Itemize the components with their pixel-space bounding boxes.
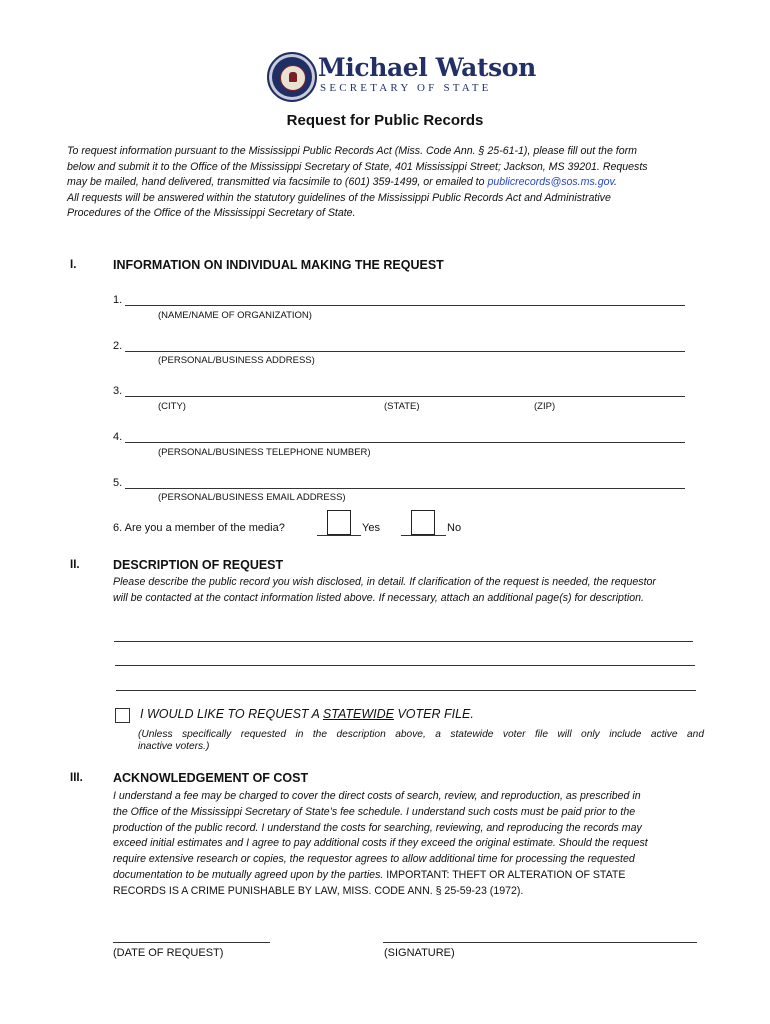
field-2-number: 2. [113,340,123,352]
yes-label: Yes [362,522,380,534]
section-3-heading: ACKNOWLEDGEMENT OF COST [113,771,309,785]
statewide-note-line: inactive voters.) [138,741,210,752]
cost-text-line: the Office of the Mississippi Secretary of State’s fee schedule. I understand such costs must be paid prior to the [113,806,636,818]
state-caption: (STATE) [384,401,420,412]
email-link[interactable]: publicrecords@sos.ms.gov [487,176,614,189]
city-caption: (CITY) [158,401,186,412]
media-yes-checkbox[interactable] [327,510,351,535]
statewide-underlined: STATEWIDE [322,707,394,721]
state-seal-logo [267,52,317,102]
intro-line: below and submit it to the Office of the Mississippi Secretary of State, 401 Mississippi Street; Jackson, MS 39201. Requests [67,160,648,173]
name-caption: (NAME/NAME OF ORGANIZATION) [158,310,312,321]
signature-label: (SIGNATURE) [384,947,455,959]
cost-text-line: I understand a fee may be charged to cover the direct costs of search, review, and reproduction, as prescribed in [113,790,641,802]
description-instructions-line: will be contacted at the contact information listed above. If necessary, attach an additional page(s) for description. [113,592,644,604]
warning-text: IMPORTANT: THEFT OR ALTERATION OF STATE [383,869,626,881]
cost-text-line: require extensive research or copies, the requestor agrees to allow additional time for processing the requested [113,853,635,865]
media-question: 6. Are you a member of the media? [113,522,285,534]
statewide-text: VOTER FILE. [393,707,474,721]
cost-text-line: production of the public record. I understand the costs for searching, reviewing, and reproducing the records may [113,822,642,834]
statewide-voter-file-checkbox[interactable] [115,708,130,723]
field-3-number: 3. [113,385,123,397]
media-no-checkbox[interactable] [411,510,435,535]
cost-text-line: exceed initial estimates and I agree to pay additional costs if they exceed the original estimate. Should the request [113,837,648,849]
intro-line: To request information pursuant to the Mississippi Public Records Act (Miss. Code Ann. § 25-61-1), please fill out the form [67,145,637,157]
no-line [401,535,446,536]
warning-text-line: RECORDS IS A CRIME PUNISHABLE BY LAW, MISS. CODE ANN. § 25-59-23 (1972). [113,885,524,897]
yes-line [317,535,361,536]
email-caption: (PERSONAL/BUSINESS EMAIL ADDRESS) [158,492,346,503]
intro-paragraph [67,144,707,222]
city-state-zip-field[interactable] [125,396,685,397]
date-of-request-label: (DATE OF REQUEST) [113,947,224,959]
zip-caption: (ZIP) [534,401,556,412]
telephone-field[interactable] [125,442,685,443]
address-field[interactable] [125,351,685,352]
statewide-voter-file-label [140,707,474,721]
intro-text: may be mailed, hand delivered, transmitted via facsimile to (601) 359-1499, or emailed to [67,176,488,189]
email-field[interactable] [125,488,685,489]
address-caption: (PERSONAL/BUSINESS ADDRESS) [158,355,315,366]
section-2-heading: DESCRIPTION OF REQUEST [113,558,284,572]
description-instructions-line: Please describe the public record you wish disclosed, in detail. If clarification of the request is needed, the requestor [113,576,656,588]
no-label: No [447,522,462,534]
section-2-number: II. [70,559,80,571]
signature-field[interactable] [383,942,697,943]
description-line-2[interactable] [115,665,695,666]
field-5-number: 5. [113,477,123,489]
section-3-number: III. [70,772,83,784]
name-field[interactable] [125,305,685,306]
intro-line: Procedures of the Office of the Mississippi Secretary of State. [67,207,356,220]
cost-italic-text: documentation to be mutually agreed upon by the parties. [113,869,384,881]
intro-line [67,175,707,191]
field-4-number: 4. [113,431,123,443]
logo-name: Michael Watson [318,53,536,82]
intro-text: . [613,176,617,189]
section-1-number: I. [70,259,77,271]
description-line-1[interactable] [114,641,693,642]
logo-subtitle: SECRETARY OF STATE [320,82,492,94]
statewide-note-line: (Unless specifically requested in the description above, a statewide voter file will only include active and [138,729,704,740]
date-of-request-field[interactable] [113,942,270,943]
seal-emblem-icon [280,65,306,91]
section-1-heading: INFORMATION ON INDIVIDUAL MAKING THE REQUEST [113,258,444,272]
field-1-number: 1. [113,294,123,306]
cost-text-line [113,867,625,883]
intro-line: All requests will be answered within the statutory guidelines of the Mississippi Public Records Act and Administrative [67,191,611,204]
description-line-3[interactable] [116,690,696,691]
statewide-text: I WOULD LIKE TO REQUEST A [140,707,323,721]
document-title: Request for Public Records [286,112,484,129]
telephone-caption: (PERSONAL/BUSINESS TELEPHONE NUMBER) [158,447,371,458]
